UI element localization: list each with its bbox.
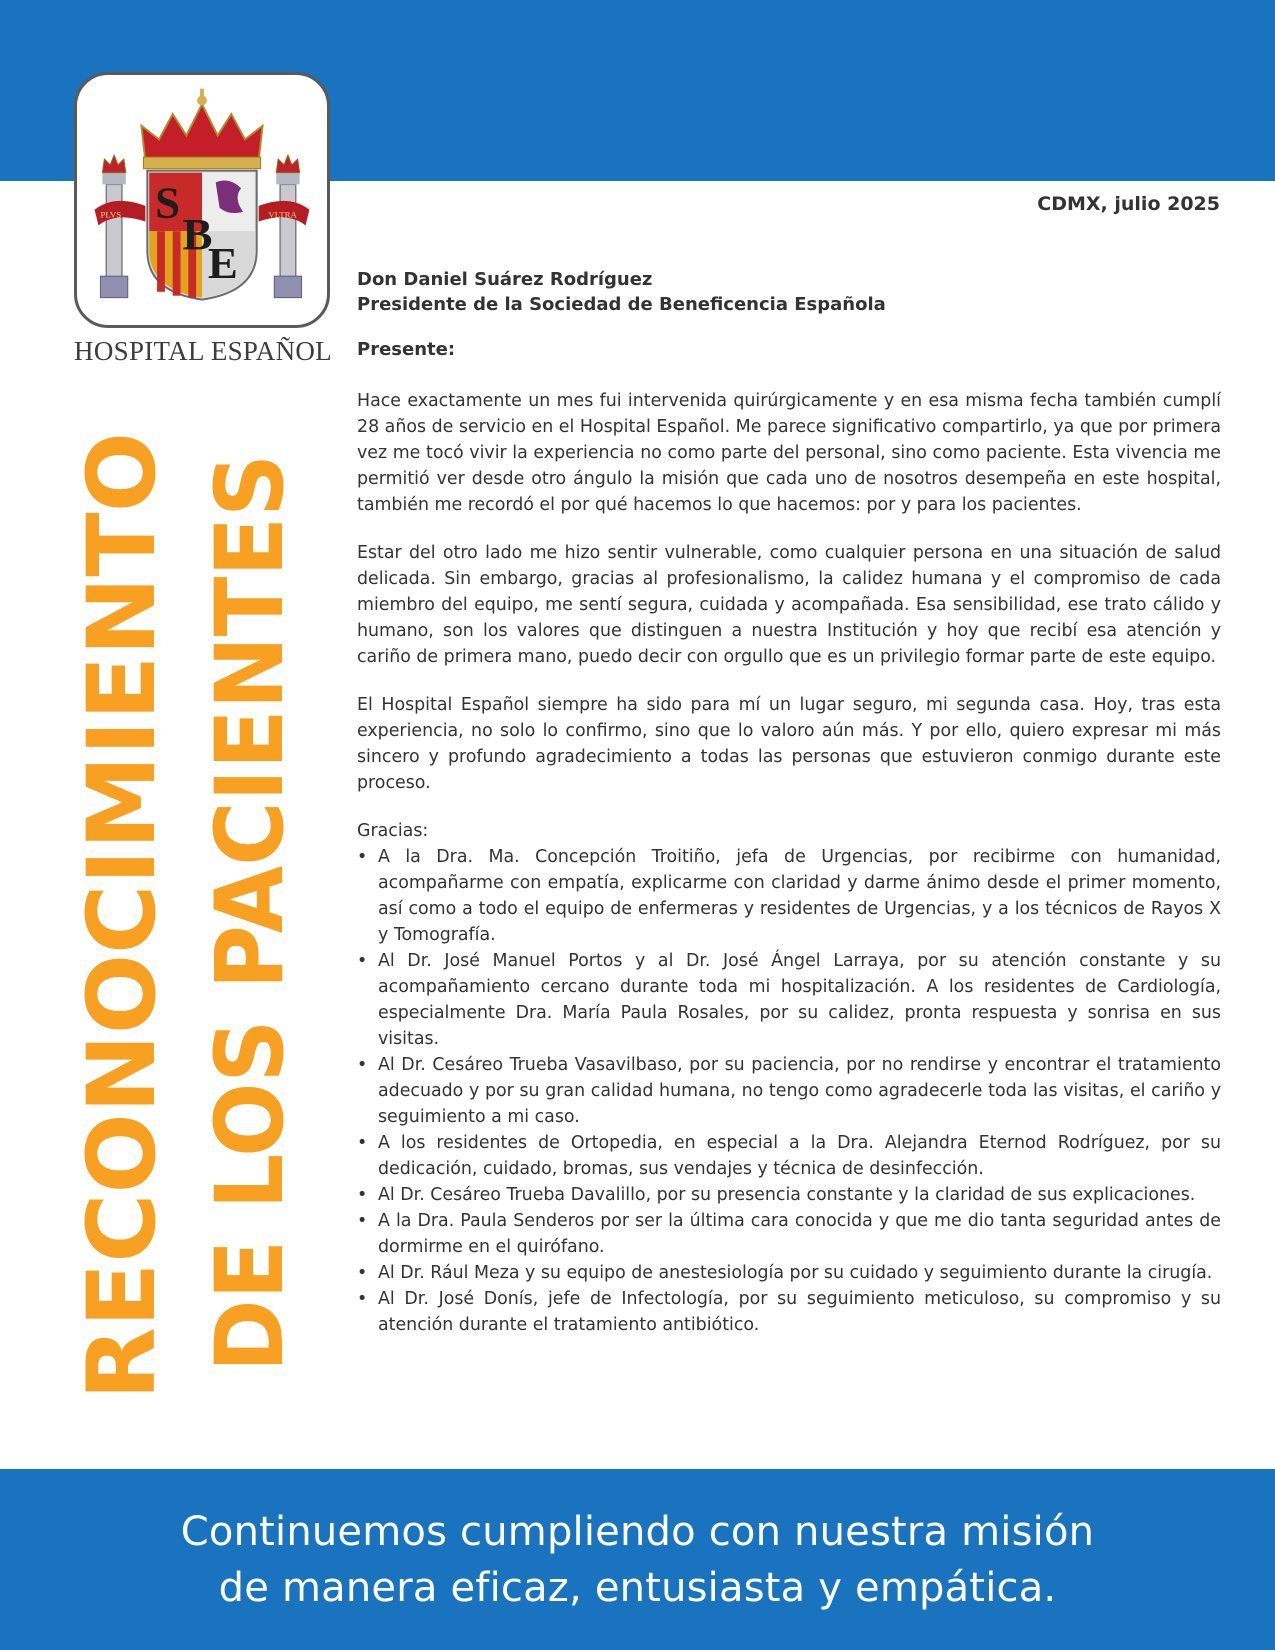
recipient-block [357,267,1217,317]
crest-icon [77,75,327,325]
footer-line-1: Continuemos cumpliendo con nuestra misión [180,1508,1095,1555]
letter-date: CDMX, julio 2025 [1037,193,1220,215]
initial-b: B [182,208,213,259]
vertical-title-line-1: RECONOCIMIENTO [68,436,177,1400]
thanks-item: • Al Dr. Cesáreo Trueba Vasavilbaso, por su paciencia, por no rendirse y encontrar el tratamiento adecuado y por su gran calidad humana, no tengo como agradecerle toda las visitas, el cariño y seguimiento a mi caso. [378,1052,1221,1130]
thanks-item: • Al Dr. José Manuel Portos y al Dr. José Ángel Larraya, por su atención constante y su acompañamiento cercano durante toda mi hospitalización. A los residentes de Cardiología, especialmente Dra. María Paula Rosales, por su calidez, pronta respuesta y sonrisa en sus visitas. [378,948,1221,1052]
thanks-item: • Al Dr. Cesáreo Trueba Davalillo, por su presencia constante y la claridad de sus explicaciones. [378,1182,1221,1208]
thanks-heading: Gracias: [357,821,429,841]
thanks-item: • A la Dra. Ma. Concepción Troitiño, jefa de Urgencias, por recibirme con humanidad, acompañarme con empatía, explicarme con claridad y darme ánimo desde el primer momento, así como a todo el equipo de enfermeras y residentes de Urgencias, y a los técnicos de Rayos X y Tomografía. [378,844,1221,948]
motto-left: PLVS [100,209,122,220]
vertical-title-line-2: DE LOS PACIENTES [196,384,305,1372]
motto-right: VLTRA [268,209,297,220]
thanks-item: • A los residentes de Ortopedia, en especial a la Dra. Alejandra Eternod Rodríguez, por su dedicación, cuidado, bromas, sus vendajes y técnica de desinfección. [378,1130,1221,1182]
thanks-list [357,844,1221,1338]
thanks-item: • A la Dra. Paula Senderos por ser la última cara conocida y que me dio tanta seguridad antes de dormirme en el quirófano. [378,1208,1221,1260]
initial-s: S [155,177,181,228]
recipient-title: Presidente de la Sociedad de Beneficencia Española [357,294,886,315]
thanks-item: • Al Dr. Rául Meza y su equipo de anestesiología por su cuidado y seguimiento durante la cirugía. [378,1260,1221,1286]
footer-line-2: de manera eficaz, entusiasta y empática. [218,1564,1057,1611]
letter-body [357,388,1221,1338]
paragraph-3: El Hospital Español siempre ha sido para mí un lugar seguro, mi segunda casa. Hoy, tras esta experiencia, no solo lo confirmo, sino que lo valoro aún más. Y por ello, quiero expresar mi más sincero y profundo agradecimiento a todas las personas que estuvieron conmigo durante este proceso. [357,695,1221,793]
vertical-title [68,384,305,1400]
hospital-name: HOSPITAL ESPAÑOL [74,336,332,366]
paragraph-2: Estar del otro lado me hizo sentir vulnerable, como cualquier persona en una situación de salud delicada. Sin embargo, gracias al profesionalismo, la calidez humana y el compromiso de cada miembro del equipo, me sentí segura, cuidada y acompañada. Esa sensibilidad, ese trato cálido y humano, son los valores que distinguen a nuestra Institución y hoy que recibí esa atención y cariño de primera mano, puedo decir con orgullo que es un privilegio formar parte de este equipo. [357,543,1221,667]
thanks-item: • Al Dr. José Donís, jefe de Infectología, por su seguimiento meticuloso, su compromiso y su atención durante el tratamiento antibiótico. [378,1286,1221,1338]
salutation: Presente: [357,339,456,360]
hospital-crest-logo [74,72,330,328]
paragraph-1: Hace exactamente un mes fui intervenida quirúrgicamente y en esa misma fecha también cumplí 28 años de servicio en el Hospital Español. Me parece significativo compartirlo, ya que por primera vez me tocó vivir la experiencia no como parte del personal, sino como paciente. Esta vivencia me permitió ver desde otro ángulo la misión que cada uno de nosotros desempeña en este hospital, también me recordó el por qué hacemos lo que hacemos: por y para los pacientes. [357,391,1221,515]
recipient-name: Don Daniel Suárez Rodríguez [357,269,653,290]
footer-band [0,1469,1275,1650]
initial-e: E [207,238,238,289]
